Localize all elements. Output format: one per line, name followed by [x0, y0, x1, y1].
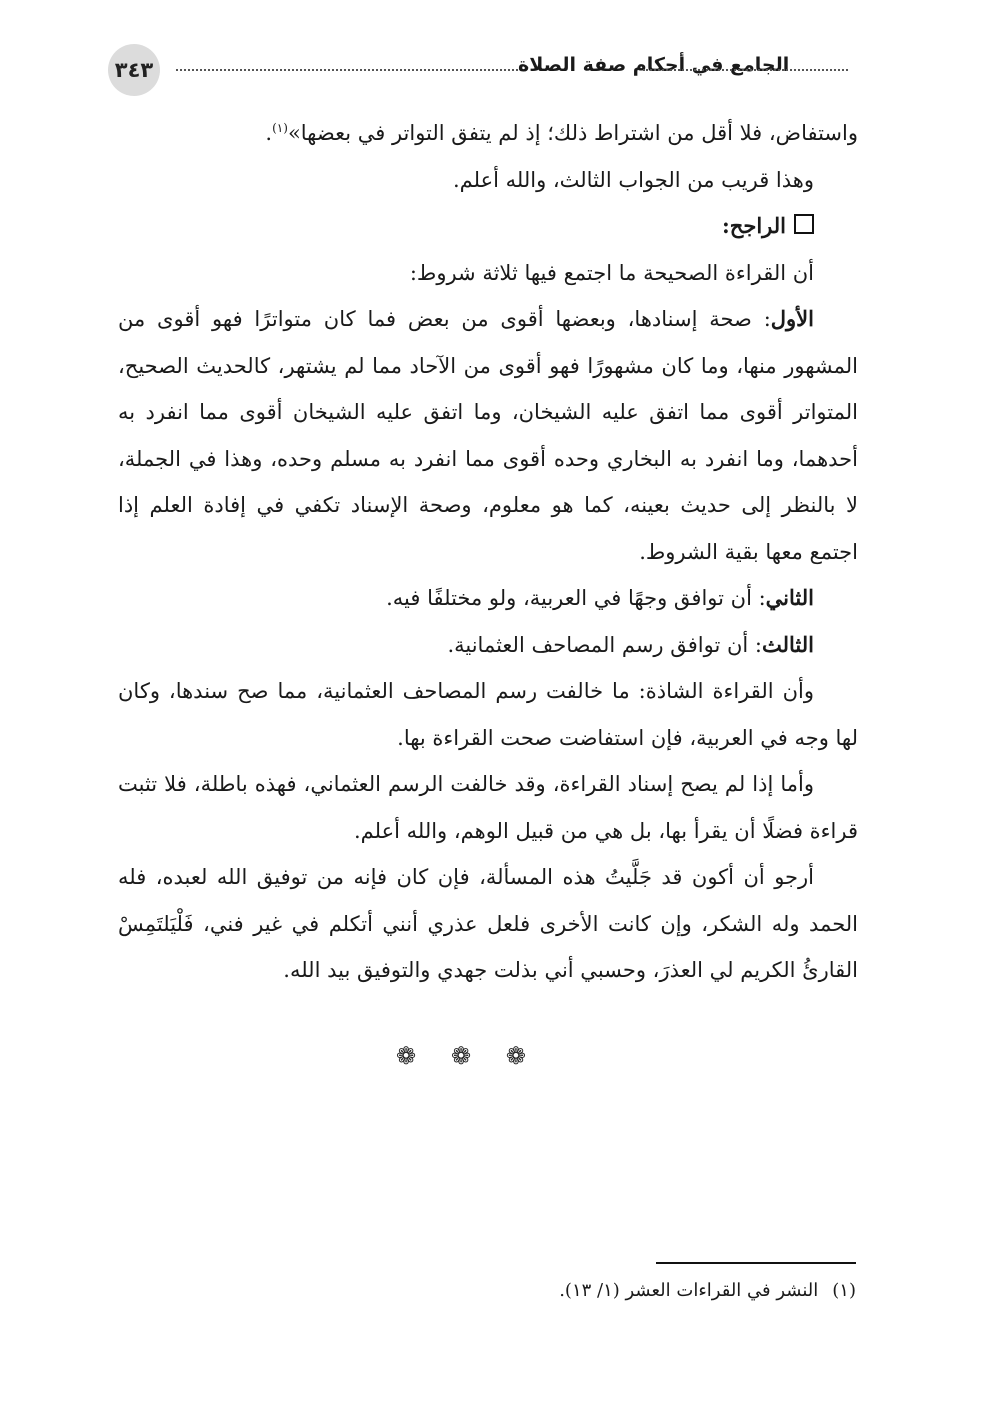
paragraph-shadhdha: وأن القراءة الشاذة: ما خالفت رسم المصاحف العثمانية، مما صح سندها، وكان لها وجه في العربية، فإن استفاضت صحت القراءة بها.	[118, 679, 858, 750]
second-label: الثاني	[765, 585, 814, 610]
paragraph-first-condition	[118, 296, 858, 575]
paragraph-third-condition	[118, 622, 858, 669]
footnote-separator	[656, 1262, 856, 1264]
ornament-icon: ❁	[396, 1042, 417, 1070]
third-text: : أن توافق رسم المصاحف العثمانية.	[447, 632, 762, 657]
quote-end-period: .	[265, 121, 273, 145]
paragraph-conditions-intro: أن القراءة الصحيحة ما اجتمع فيها ثلاثة شروط:	[409, 260, 814, 285]
footnote-marker: (١)	[832, 1280, 856, 1301]
page-header	[108, 44, 848, 96]
section-end-ornaments	[396, 1042, 526, 1070]
first-text: : صحة إسنادها، وبعضها أقوى من بعض فما كان متواترًا فهو أقوى من المشهور منها، وما كان مشهورًا فهو أقوى من الآحاد مما لم يشتهر، كالحديث الصحيح، المتواتر أقوى مما اتفق عليه الشيخان، وما اتفق عليه الشيخان أقوى مما انفرد به أحدهما، وما انفرد به البخاري وحده أقوى مما انفرد به مسلم وحده، وهذا في الجملة، لا بالنظر إلى حديث بعينه، كما هو معلوم، وصحة الإسناد تكفي في إفادة العلم إذا اجتمع معها بقية الشروط.	[118, 307, 858, 564]
main-text	[118, 110, 858, 994]
paragraph-quote-end	[118, 110, 858, 157]
third-label: الثالث	[762, 631, 814, 657]
first-label: الأول	[770, 306, 814, 331]
quote-end-text: واستفاض، فلا أقل من اشتراط ذلك؛ إذ لم يتفق التواتر في بعضها»	[287, 121, 858, 145]
footnote-text: النشر في القراءات العشر (١/ ١٣).	[559, 1280, 819, 1301]
paragraph-second-condition	[118, 575, 858, 622]
section-heading	[118, 203, 858, 250]
paragraph-closeness: وهذا قريب من الجواب الثالث، والله أعلم.	[452, 167, 814, 192]
header-dotted-rule-left	[176, 69, 518, 71]
checkbox-square-icon	[794, 214, 814, 234]
second-text: : أن توافق وجهًا في العربية، ولو مختلفًا فيه.	[386, 586, 766, 610]
ornament-icon: ❁	[450, 1042, 472, 1070]
heading-label: الراجح	[729, 213, 786, 238]
header-dotted-rule-right	[643, 69, 848, 71]
heading-colon: :	[722, 213, 730, 238]
paragraph-invalid: وأما إذا لم يصح إسناد القراءة، وقد خالفت الرسم العثماني، فهذه باطلة، فلا تثبت قراءة فضلًا أن يقرأ بها، بل هي من قبيل الوهم، والله أعلم.	[118, 772, 858, 843]
page-number: ٣٤٣	[108, 44, 160, 96]
footnote-reference: (١)	[272, 121, 288, 135]
paragraph-closing: أرجو أن أكون قد جَلَّيتُ هذه المسألة، فإن كان فإنه من توفيق الله لعبده، فله الحمد وله الشكر، وإن كانت الأخرى فلعل عذري أنني أتكلم في غير فني، فَلْيَلتَمِسْ القارئُ الكريم لي العذرَ، وحسبي أني بذلت جهدي والتوفيق بيد الله.	[118, 865, 858, 982]
ornament-icon: ❁	[505, 1042, 526, 1070]
footnote	[300, 1280, 856, 1301]
running-title: الجامع في أحكام صفة الصلاة	[518, 54, 790, 76]
